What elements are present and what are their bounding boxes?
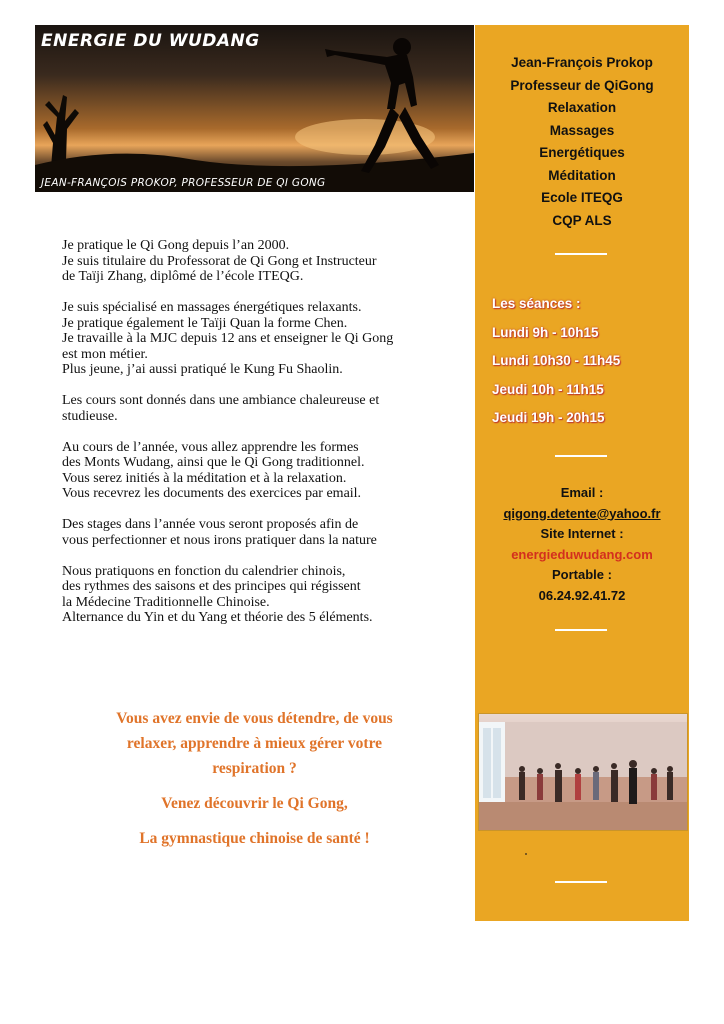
instructor-info	[475, 52, 689, 232]
banner-subtitle: JEAN-FRANÇOIS PROKOP, PROFESSEUR DE QI GONG	[41, 177, 326, 189]
instructor-title: Professeur de QiGong	[510, 77, 654, 93]
specialty: Energétiques	[539, 145, 625, 160]
site-label: Site Internet :	[540, 526, 624, 541]
specialty: Massages	[549, 122, 615, 138]
session-item: Lundi 10h30 - 11h45	[492, 353, 621, 368]
paragraph: Au cours de l’année, vous allez apprendre les formes des Monts Wudang, ainsi que le Qi Gong traditionnel. Vous serez initiés à la méditation et à la relaxation. Vous recevrez les documents des exercices par email.	[62, 439, 365, 501]
instructor-name: Jean-François Prokop	[511, 55, 653, 70]
separator	[555, 629, 607, 631]
cta-question: Vous avez envie de vous détendre, de vous relaxer, apprendre à mieux gérer votre respiration ?	[116, 710, 393, 777]
sessions-title: Les séances :	[492, 296, 581, 311]
info-sidebar	[475, 25, 689, 921]
paragraph: Les cours sont donnés dans une ambiance chaleureuse et studieuse.	[62, 393, 380, 424]
paragraph: Des stages dans l’année vous seront proposés afin de vous perfectionner et nous irons pratiquer dans la nature	[62, 517, 377, 548]
phone-label: Portable :	[552, 567, 612, 582]
decorative-dot	[525, 853, 527, 855]
banner-title: ENERGIE DU WUDANG	[41, 31, 260, 51]
paragraph: Je suis spécialisé en massages énergétiques relaxants. Je pratique également le Taïji Quan la forme Chen. Je travaille à la MJC depuis 12 ans et enseigner le Qi Gong est mon métier. Plus jeune, j’ai aussi pratiqué le Kung Fu Shaolin.	[62, 300, 394, 377]
separator	[555, 455, 607, 457]
cta-tagline: La gymnastique chinoise de santé !	[139, 830, 370, 847]
school: Ecole ITEQG	[541, 190, 623, 205]
specialty: Relaxation	[547, 100, 617, 115]
main-text	[62, 238, 472, 641]
header-banner	[35, 25, 474, 192]
cta-invite: Venez découvrir le Qi Gong,	[161, 795, 348, 812]
class-photo-illustration	[479, 714, 687, 830]
session-item: Lundi 9h - 10h15	[492, 324, 599, 340]
specialty: Méditation	[548, 167, 616, 183]
call-to-action	[35, 706, 474, 861]
phone-number: 06.24.92.41.72	[538, 587, 626, 603]
email-label: Email :	[560, 485, 604, 500]
certification: CQP ALS	[552, 212, 612, 228]
session-item: Jeudi 19h - 20h15	[492, 410, 605, 425]
session-item: Jeudi 10h - 11h15	[492, 381, 604, 397]
site-link[interactable]: energieduwudang.com	[511, 546, 653, 562]
sessions-list	[492, 290, 620, 433]
class-photo	[478, 713, 688, 831]
email-link[interactable]: qigong.detente@yahoo.fr	[503, 505, 661, 521]
separator	[555, 253, 607, 255]
paragraph: Nous pratiquons en fonction du calendrier chinois, des rythmes des saisons et des principes qui régissent la Médecine Traditionnelle Chinoise. Alternance du Yin et du Yang et théorie des 5 éléments.	[62, 563, 373, 625]
separator	[555, 881, 607, 883]
contact-info	[475, 483, 689, 606]
paragraph: Je pratique le Qi Gong depuis l’an 2000. Je suis titulaire du Professorat de Qi Gong et Instructeur de Taïji Zhang, diplômé de l’école ITEQG.	[62, 238, 377, 284]
